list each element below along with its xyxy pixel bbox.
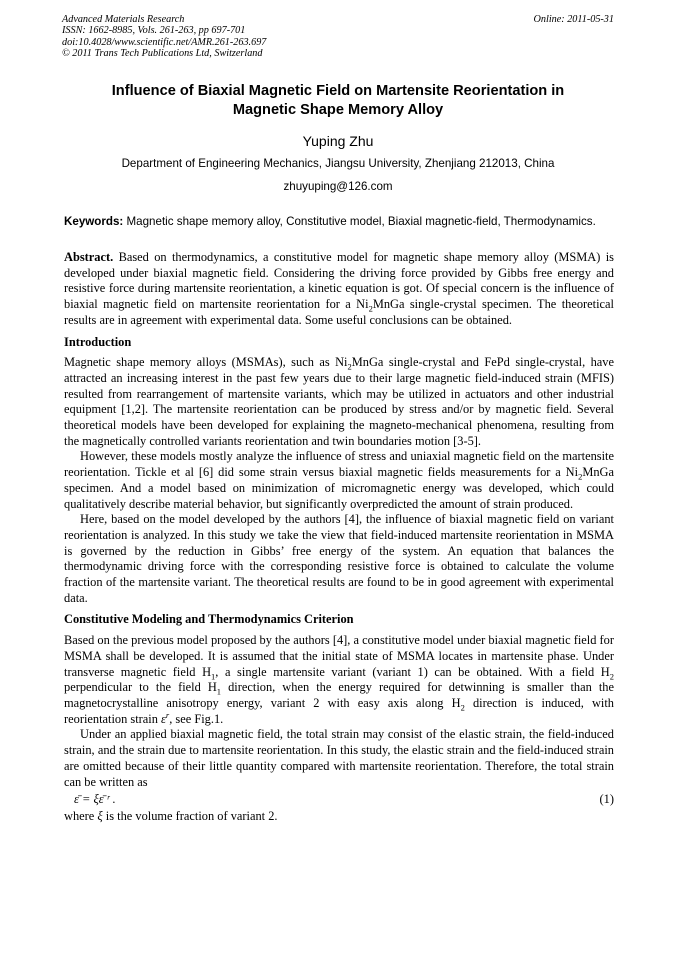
xi-symbol: ξ: [97, 809, 103, 824]
model-p1-text-b: , a single martensite variant (variant 1) can be obtained. With a field H: [215, 664, 610, 679]
equation-number: (1): [599, 792, 614, 807]
where-text-b: is the volume fraction of variant 2.: [102, 809, 278, 824]
author-email: zhuyuping@126.com: [283, 180, 393, 193]
abstract-text-a: Based on thermodynamics, a constitutive model for magnetic shape memory alloy (MSMA) is developed under biaxial magnetic field. Considering the driving force provided by Gibbs free energy and resistive force during martensite reorientation, a kinetic equation is got. Of special concern is the influence of biaxial magnetic field on martensite reorientation for a Ni: [64, 250, 614, 312]
model-p1-text-e: direction is induced, with reorientation strain: [64, 695, 614, 726]
equation-expression: ε̄ = ξε̄ ʳ .: [74, 792, 116, 807]
keywords-label: Keywords:: [64, 215, 124, 228]
model-paragraph-2: Under an applied biaxial magnetic field, the total strain may consist of the elastic strain, the field-induced strain, and the strain due to martensite reorientation. In this study, the elastic strain and the field-induced strain are omitted because of their little quantity compared with martensite reorientation. Therefore, the total strain can be written as: [64, 727, 614, 789]
title-line-2: Magnetic Shape Memory Alloy: [232, 102, 444, 118]
where-text-a: where: [64, 809, 98, 824]
intro-p2-text-b: MnGa specimen. And a model based on minimization of micromagnetic energy was developed, which could qualitatively describe material behavior, but significantly overpredicted the amount of strain produced.: [64, 465, 614, 511]
paper-body: [64, 250, 614, 825]
model-p1-text-f: , see Fig.1.: [169, 711, 224, 726]
intro-p1-text-a: Magnetic shape memory alloys (MSMAs), such as Ni: [64, 355, 348, 370]
intro-p1-sub-1: 2: [347, 361, 352, 372]
intro-paragraph-2: [64, 449, 614, 512]
intro-paragraph-3: Here, based on the model developed by the authors [4], the influence of biaxial magnetic field on variant reorientation is analyzed. In this study we take the view that field-induced martensite reorientation in MSMA is governed by the reduction in Gibbs’ free energy of the system. An equation that balances the thermodynamic driving force with the corresponding resistive force is obtained to calculate the volume fraction of the martensite variant. The theoretical results are found to be in good agreement with experimental data.: [64, 512, 614, 605]
equation-1: [64, 792, 614, 809]
journal-issn: ISSN: 1662-8985, Vols. 261-263, pp 697-701: [62, 25, 246, 37]
model-heading: Constitutive Modeling and Thermodynamics Criterion: [64, 612, 354, 627]
journal-name: Advanced Materials Research: [62, 14, 185, 25]
journal-doi: doi:10.4028/www.scientific.net/AMR.261-263.697: [62, 36, 267, 48]
paper-title: [62, 82, 614, 120]
model-p1-text-a: Based on the previous model proposed by the authors [4], a constitutive model under biaxial magnetic field for MSMA shall be developed. It is assumed that the initial state of MSMA locates in martensite phase. Under transverse magnetic field H: [64, 633, 614, 679]
intro-p1-text-b: MnGa single-crystal and FePd single-crystal, have attracted an increasing interest in the past few years due to their large magnetic field-induced strain (MFIS) resulted from rearrangement of martensite variants, which may be utilized in actuators and other industrial equipment [1,2]. The martensite reorientation can be produced by stress and/or by magnetic field. Several theoretical models have been developed for explaining the magneto-mechanical phenomena, resulting from the magnetically controlled variants reorientation and twin boundaries motion [3-5].: [64, 355, 614, 448]
journal-copyright: © 2011 Trans Tech Publications Ltd, Switzerland: [62, 47, 263, 59]
model-p1-text-d: direction, when the energy required for detwinning is smaller than the magnetocrystalline anisotropy energy, variant 2 with easy axis along H: [64, 680, 615, 710]
model-p1-text-c: perpendicular to the field H: [64, 680, 217, 695]
model-p1-sub-1: 1: [211, 671, 216, 682]
author-affiliation: Department of Engineering Mechanics, Jiangsu University, Zhenjiang 212013, China: [121, 157, 555, 170]
model-paragraph-1: [64, 633, 614, 727]
strain-symbol: ε: [161, 711, 166, 726]
title-line-1: Influence of Biaxial Magnetic Field on Martensite Reorientation in: [111, 83, 565, 99]
online-date: Online: 2011-05-31: [533, 14, 614, 25]
model-p1-sub-3: 1: [216, 686, 222, 697]
keywords-text: Magnetic shape memory alloy, Constitutive model, Biaxial magnetic-field, Thermodynamics.: [123, 215, 596, 228]
abstract-label: Abstract.: [64, 250, 114, 264]
abstract-sub-1: 2: [368, 303, 373, 314]
intro-p2-text-a: However, these models mostly analyze the influence of stress and uniaxial magnetic field on the martensite reorientation. Tickle et al [6] did some strain versus biaxial magnetic fields measurements for a Ni: [64, 449, 614, 480]
abstract-text-b: MnGa single-crystal specimen. The theoretical results are in agreement with experimental data. Some useful conclusions can be obtained.: [64, 297, 614, 327]
intro-heading: Introduction: [64, 334, 132, 349]
intro-paragraph-1: [64, 355, 614, 449]
model-p1-sub-2: 2: [609, 671, 615, 682]
model-p1-sub-4: 2: [460, 702, 465, 713]
abstract: [64, 250, 614, 329]
keywords: [64, 214, 614, 230]
journal-header: [62, 14, 614, 59]
where-clause: [64, 809, 614, 825]
intro-p2-sub-1: 2: [578, 471, 583, 482]
author-name: Yuping Zhu: [302, 133, 374, 149]
strain-superscript: r: [165, 709, 170, 720]
